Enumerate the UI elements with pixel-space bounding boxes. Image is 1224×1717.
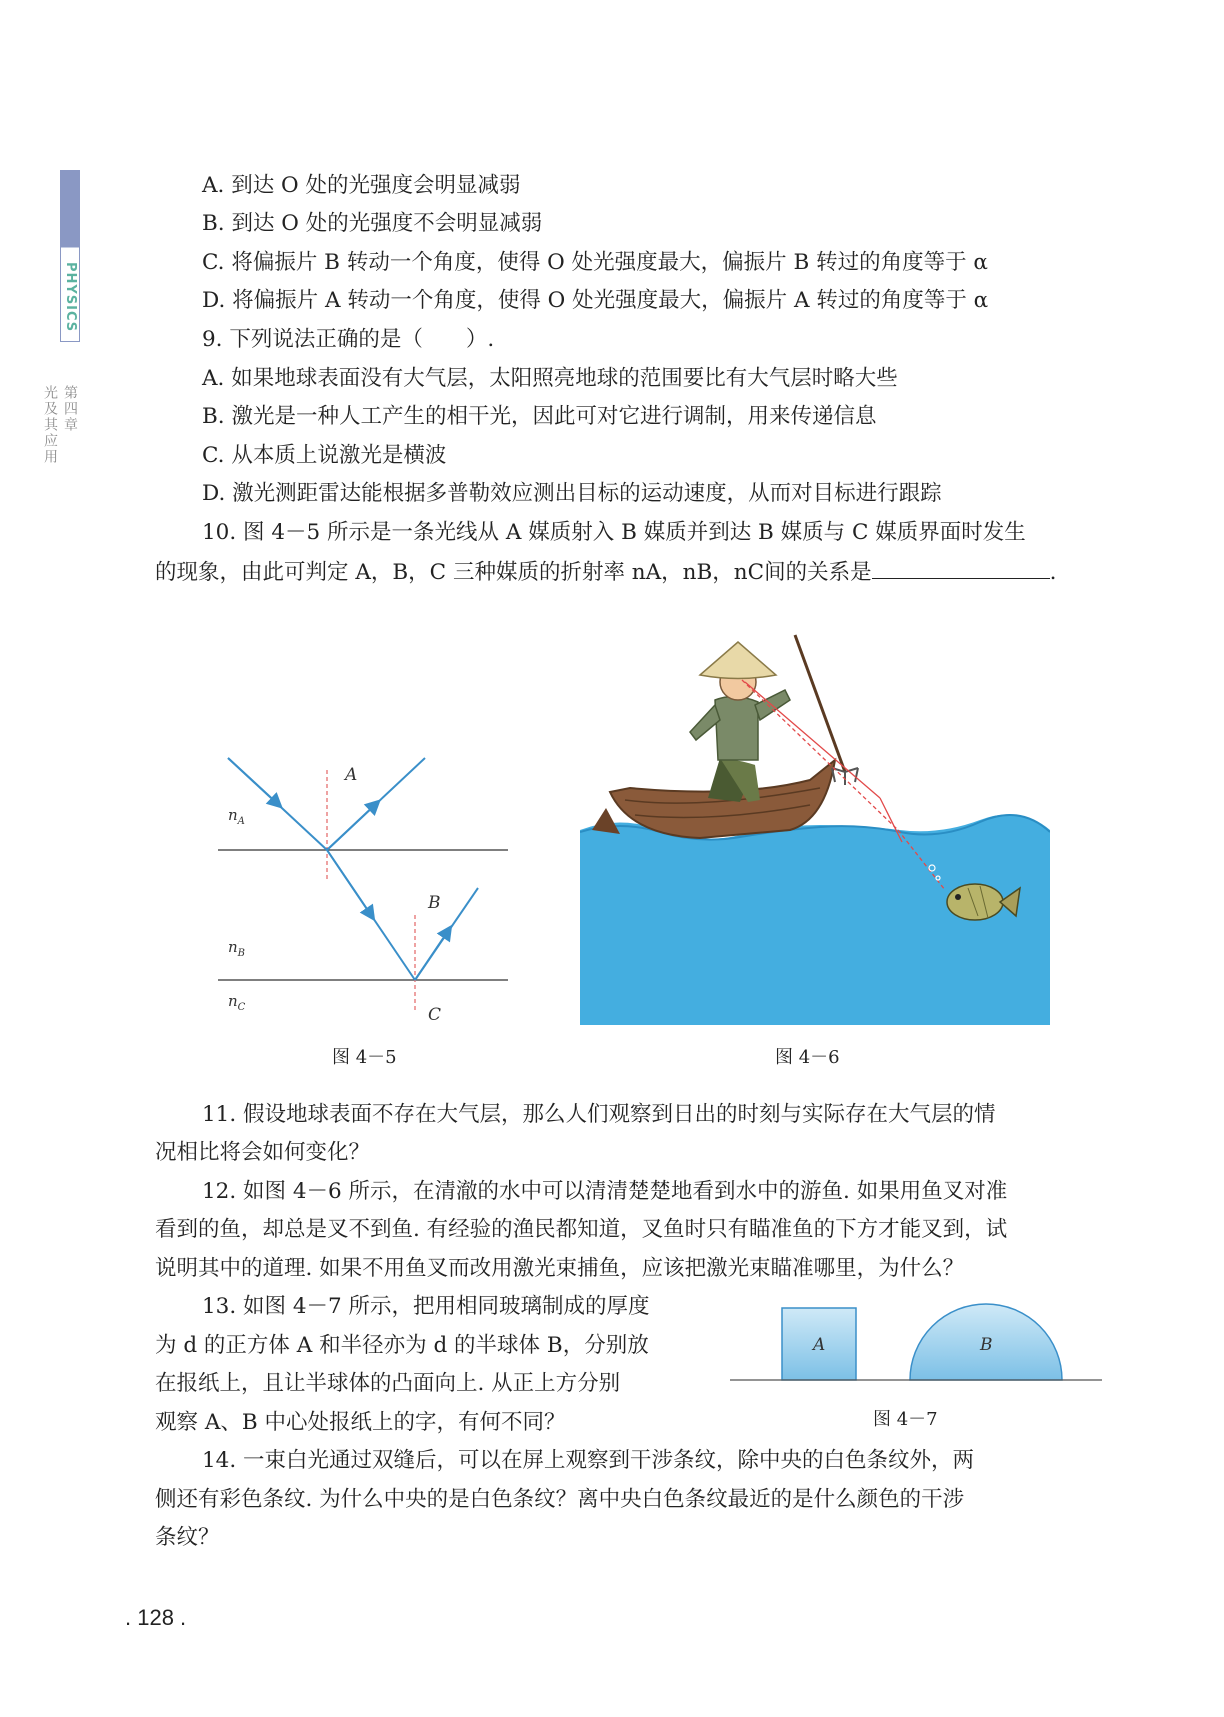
q9-option-b: B. 激光是一种人工产生的相干光，因此可对它进行调制，用来传递信息 [202,404,877,429]
fish-spear [795,635,845,772]
fish [947,884,1003,920]
q13-line3: 在报纸上，且让半球体的凸面向上. 从正上方分别 [155,1371,621,1396]
fish-eye [955,894,961,900]
q13-line2: 为 d 的正方体 A 和半径亦为 d 的半球体 B，分别放 [155,1333,649,1358]
label-nc: $n_C$ [228,992,246,1013]
incident-arrow [228,758,280,806]
q9-stem: 9. 下列说法正确的是（ ）. [202,327,495,352]
q9-option-a: A. 如果地球表面没有大气层，太阳照亮地球的范围要比有大气层时略大些 [202,366,898,391]
figure-4-6-caption: 图 4－6 [775,1047,840,1068]
q14-line2: 侧还有彩色条纹. 为什么中央的是白色条纹？离中央白色条纹最近的是什么颜色的干涉 [155,1487,965,1512]
label-b: B [428,893,441,913]
q12-line2: 看到的鱼，却总是叉不到鱼. 有经验的渔民都知道，叉鱼时只有瞄准鱼的下方才能叉到，试 [155,1217,1008,1242]
reflected-arrow [327,802,378,850]
q14-line1: 14. 一束白光通过双缝后，可以在屏上观察到干涉条纹，除中央的白色条纹外，两 [202,1448,975,1473]
figure-4-6 [580,620,1050,1025]
label-nb: $n_B$ [228,938,246,959]
q11-line2: 况相比将会如何变化？ [155,1140,371,1165]
chapter-number: 第四章 [62,385,78,433]
q10-text: 的现象，由此可判定 A，B，C 三种媒质的折射率 nA，nB，nC间的关系是 [155,560,872,585]
cube-label: A [813,1335,826,1355]
q11-line1: 11. 假设地球表面不存在大气层，那么人们观察到日出的时刻与实际存在大气层的情 [202,1102,996,1127]
chapter-title: 光及其应用 [42,385,58,465]
figure-4-5-caption: 图 4－5 [332,1047,397,1068]
refracted-arrow [327,850,373,918]
figure-4-5 [210,740,520,1030]
q12-line1: 12. 如图 4－6 所示，在清澈的水中可以清清楚楚地看到水中的游鱼. 如果用鱼叉对准 [202,1179,1008,1204]
q8-option-b: B. 到达 O 处的光强度不会明显减弱 [202,211,543,236]
label-c: C [428,1005,442,1025]
q13-line4: 观察 A、B 中心处报纸上的字，有何不同？ [155,1410,566,1435]
q10-period: . [1049,560,1057,585]
q9-option-d: D. 激光测距雷达能根据多普勒效应测出目标的运动速度，从而对目标进行跟踪 [202,481,942,506]
q12-line3: 说明其中的道理. 如果不用鱼叉而改用激光束捕鱼，应该把激光束瞄准哪里，为什么？ [155,1256,965,1281]
page-number: . 128 . [125,1605,187,1630]
fisherman-shirt [715,696,758,760]
figure-4-7-caption: 图 4－7 [873,1409,938,1430]
fisherman-arm-left [690,705,720,740]
q10-line2 [155,556,1056,588]
q9-option-c: C. 从本质上说激光是横波 [202,443,447,468]
physics-tab-label: PHYSICS [63,261,78,333]
hemisphere-label: B [980,1335,993,1355]
q14-line3: 条纹？ [155,1525,220,1550]
conical-hat [700,642,776,679]
figure-4-7 [730,1290,1110,1390]
q10-line1: 10. 图 4－5 所示是一条光线从 A 媒质射入 B 媒质并到达 B 媒质与 C 媒质界面时发生 [202,520,1026,545]
chapter-label [42,385,80,465]
q8-option-c: C. 将偏振片 B 转动一个角度，使得 O 处光强度最大，偏振片 B 转过的角度等于 α [202,250,988,275]
label-na: $n_A$ [228,806,245,827]
second-reflected-arrow [415,928,450,980]
oar [592,808,620,834]
q13-line1: 13. 如图 4－7 所示，把用相同玻璃制成的厚度 [202,1294,650,1319]
answer-blank[interactable] [872,556,1050,579]
q8-option-d: D. 将偏振片 A 转动一个角度，使得 O 处光强度最大，偏振片 A 转过的角度等于 α [202,288,989,313]
q8-option-a: A. 到达 O 处的光强度会明显减弱 [202,173,521,198]
label-a: A [345,765,358,785]
